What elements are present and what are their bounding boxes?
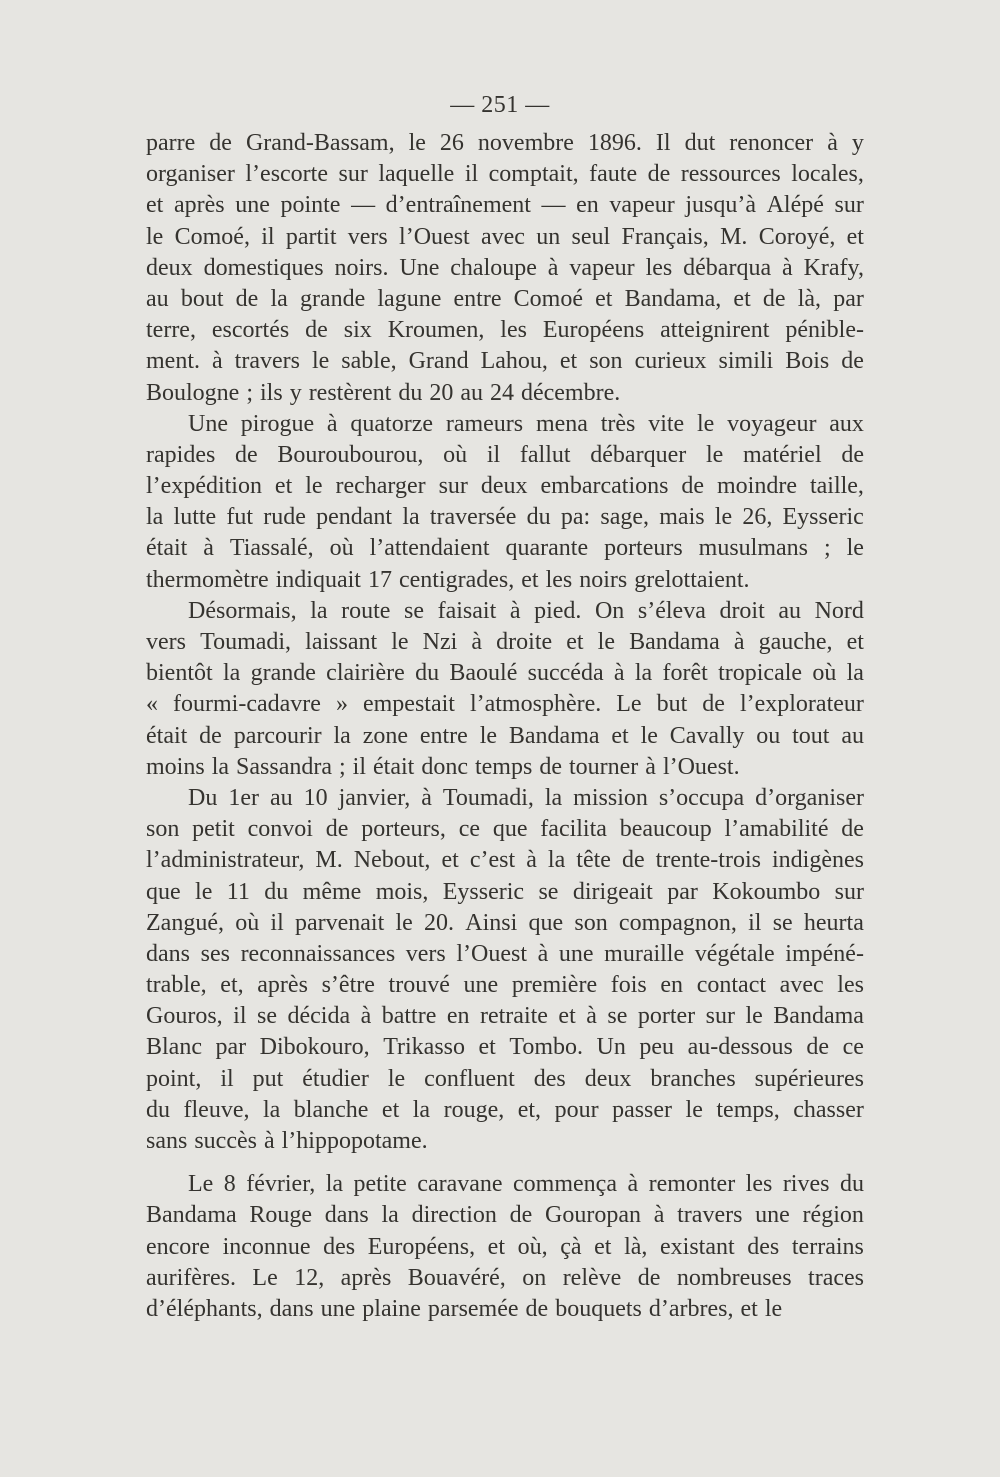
text-line: la lutte fut rude pendant la traversée du pa: sage, mais le 26, Eysseric <box>146 504 864 531</box>
text-line: deux domestiques noirs. Une chaloupe à vapeur les débarqua à Krafy, <box>146 254 864 281</box>
text-line: l’administrateur, M. Nebout, et c’est à la tête de trente-trois indigènes <box>146 847 864 874</box>
text-line: point, il put étudier le confluent des deux branches supérieures <box>146 1065 864 1092</box>
text-line: au bout de la grande lagune entre Comoé et Bandama, et de là, par <box>146 285 864 312</box>
text-line: sans succès à l’hippopotame. <box>146 1128 428 1154</box>
text-line: Le 8 février, la petite caravane commença à remonter les rives du <box>188 1171 864 1198</box>
text-line: moins la Sassandra ; il était donc temps de tourner à l’Ouest. <box>146 753 740 780</box>
text-line: Bandama Rouge dans la direction de Gouropan à travers une région <box>146 1202 864 1229</box>
text-line: Boulogne ; ils y restèrent du 20 au 24 décembre. <box>146 379 621 406</box>
text-line: organiser l’escorte sur laquelle il comptait, faute de ressources locales, <box>146 161 864 188</box>
text-line: bientôt la grande clairière du Baoulé succéda à la forêt tropicale où la <box>146 660 864 687</box>
text-line: ment. à travers le sable, Grand Lahou, et son curieux simili Bois de <box>146 348 864 375</box>
text-line: Zangué, où il parvenait le 20. Ainsi que son compagnon, il se heurta <box>146 909 864 936</box>
text-line: Gouros, il se décida à battre en retraite et à se porter sur le Bandama <box>146 1003 864 1030</box>
text-line: du fleuve, la blanche et la rouge, et, pour passer le temps, chasser <box>146 1096 864 1123</box>
text-line: Une pirogue à quatorze rameurs mena très vite le voyageur aux <box>188 410 864 437</box>
text-line: « fourmi-cadavre » empestait l’atmosphère. Le but de l’explorateur <box>146 691 864 718</box>
text-line: que le 11 du même mois, Eysseric se dirigeait par Kokoumbo sur <box>146 878 864 905</box>
text-line: trable, et, après s’être trouvé une première fois en contact avec les <box>146 972 864 999</box>
text-line: Du 1er au 10 janvier, à Toumadi, la mission s’occupa d’organiser <box>188 784 864 811</box>
page-number: — 251 — <box>450 92 550 118</box>
paragraph-gap <box>146 1157 864 1169</box>
text-line: thermomètre indiquait 17 centigrades, et les noirs grelottaient. <box>146 566 750 593</box>
text-line: parre de Grand-Bassam, le 26 novembre 1896. Il dut renoncer à y <box>146 130 864 156</box>
text-line: était de parcourir la zone entre le Bandama et le Cavally ou tout au <box>146 722 864 749</box>
text-line: rapides de Bouroubourou, où il fallut débarquer le matériel de <box>146 441 864 468</box>
body-text <box>146 128 864 1325</box>
text-line: Désormais, la route se faisait à pied. On s’éleva droit au Nord <box>188 597 864 624</box>
text-line: était à Tiassalé, où l’attendaient quarante porteurs musulmans ; le <box>146 535 864 562</box>
text-line: d’éléphants, dans une plaine parsemée de bouquets d’arbres, et le <box>146 1295 783 1322</box>
text-line: son petit convoi de porteurs, ce que facilita beaucoup l’amabilité de <box>146 816 864 843</box>
text-line: aurifères. Le 12, après Bouavéré, on relève de nombreuses traces <box>146 1264 864 1291</box>
text-line: terre, escortés de six Kroumen, les Européens atteignirent pénible- <box>146 317 864 344</box>
text-line: le Comoé, il partit vers l’Ouest avec un seul Français, M. Coroyé, et <box>146 223 864 250</box>
text-line: encore inconnue des Européens, et où, çà et là, existant des terrains <box>146 1233 864 1260</box>
text-line: l’expédition et le recharger sur deux embarcations de moindre taille, <box>146 473 864 500</box>
text-line: Blanc par Dibokouro, Trikasso et Tombo. Un peu au-dessous de ce <box>146 1034 864 1061</box>
text-line: dans ses reconnaissances vers l’Ouest à une muraille végétale impéné- <box>146 940 864 967</box>
text-line: vers Toumadi, laissant le Nzi à droite et le Bandama à gauche, et <box>146 629 864 655</box>
text-line: et après une pointe — d’entraînement — en vapeur jusqu’à Alépé sur <box>146 192 864 219</box>
